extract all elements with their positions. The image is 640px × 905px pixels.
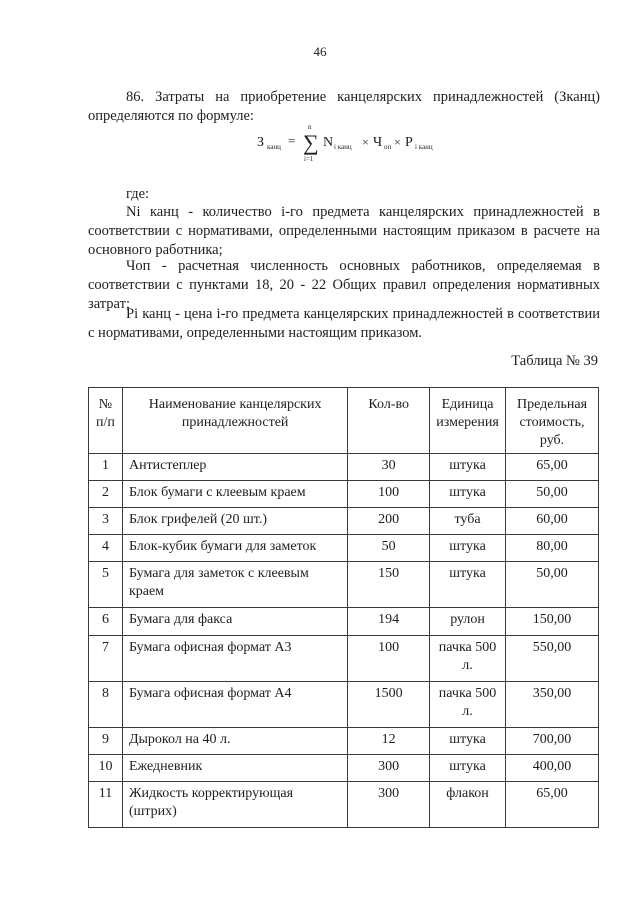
cell-name: Бумага для заметок с клеевым краем <box>122 562 347 608</box>
cell-num: 7 <box>89 636 123 682</box>
cell-price: 65,00 <box>506 782 599 828</box>
cell-name: Жидкость корректирующая (штрих) <box>122 782 347 828</box>
table-row <box>89 636 599 682</box>
cell-qty: 100 <box>348 636 430 682</box>
table-row <box>89 755 599 782</box>
cell-name: Бумага офисная формат А3 <box>122 636 347 682</box>
cell-price: 700,00 <box>506 728 599 755</box>
stationery-table <box>88 387 599 828</box>
cell-num: 2 <box>89 481 123 508</box>
table-row <box>89 682 599 728</box>
cell-unit: штука <box>430 535 506 562</box>
cell-unit: туба <box>430 508 506 535</box>
cell-num: 10 <box>89 755 123 782</box>
cell-name: Блок бумаги с клеевым краем <box>122 481 347 508</box>
cost-formula <box>255 118 455 164</box>
header-num: № п/п <box>89 388 123 454</box>
cell-unit: штука <box>430 481 506 508</box>
cell-price: 80,00 <box>506 535 599 562</box>
cell-qty: 200 <box>348 508 430 535</box>
cell-unit: пачка 500 л. <box>430 682 506 728</box>
where-label: где: <box>126 186 150 202</box>
intro-paragraph: 86. Затраты на приобретение канцелярских принадлежностей (Зканц) определяются по формуле: <box>88 89 600 124</box>
cell-num: 1 <box>89 454 123 481</box>
table-row <box>89 608 599 636</box>
table-row <box>89 535 599 562</box>
table-row <box>89 728 599 755</box>
definition-ch: Чоп - расчетная численность основных работников, определяемая в соответствии с пунктами 18, 20 - 22 Общих правил определения нормативных затрат; <box>88 258 600 312</box>
cell-qty: 50 <box>348 535 430 562</box>
cell-unit: штука <box>430 728 506 755</box>
cell-price: 50,00 <box>506 562 599 608</box>
cell-price: 150,00 <box>506 608 599 636</box>
cell-unit: пачка 500 л. <box>430 636 506 682</box>
cell-num: 8 <box>89 682 123 728</box>
cell-unit: штука <box>430 562 506 608</box>
cell-name: Антистеплер <box>122 454 347 481</box>
formula-lhs: З <box>257 135 265 150</box>
formula-term2-sub: оп <box>384 143 392 151</box>
cell-num: 5 <box>89 562 123 608</box>
formula-term1: N <box>323 135 334 150</box>
definition-n: Ni канц - количество i-го предмета канцелярских принадлежностей в соответствии с нормативами, определенными настоящим приказом в расчете на основного работника; <box>88 204 600 258</box>
cell-price: 50,00 <box>506 481 599 508</box>
cell-name: Бумага офисная формат А4 <box>122 682 347 728</box>
svg-text:=: = <box>288 133 296 148</box>
cell-qty: 300 <box>348 755 430 782</box>
formula-sum-top: n <box>308 123 312 131</box>
sum-sign: ∑ <box>303 130 319 155</box>
formula-term3: P <box>405 135 413 150</box>
cell-price: 550,00 <box>506 636 599 682</box>
cell-qty: 150 <box>348 562 430 608</box>
cell-qty: 100 <box>348 481 430 508</box>
table-row <box>89 782 599 828</box>
table-title: Таблица № 39 <box>511 353 598 369</box>
page-number: 46 <box>313 44 327 59</box>
cell-qty: 194 <box>348 608 430 636</box>
cell-name: Бумага для факса <box>122 608 347 636</box>
header-qty: Кол-во <box>348 388 430 454</box>
formula-term1-sub: i канц <box>334 143 352 151</box>
cell-name: Блок-кубик бумаги для заметок <box>122 535 347 562</box>
cell-num: 11 <box>89 782 123 828</box>
cell-unit: флакон <box>430 782 506 828</box>
svg-text:×: × <box>362 135 369 149</box>
cell-num: 3 <box>89 508 123 535</box>
cell-unit: штука <box>430 755 506 782</box>
formula-sum-bottom: i=1 <box>304 155 314 163</box>
svg-text:×: × <box>394 135 401 149</box>
cell-price: 400,00 <box>506 755 599 782</box>
table-row <box>89 562 599 608</box>
header-price: Предельная стоимость, руб. <box>506 388 599 454</box>
formula-lhs-sub: канц <box>267 143 281 151</box>
cell-num: 9 <box>89 728 123 755</box>
formula-term3-sub: i канц <box>415 143 433 151</box>
cell-unit: рулон <box>430 608 506 636</box>
header-unit: Единица измерения <box>430 388 506 454</box>
table-header-row <box>89 388 599 454</box>
table-row <box>89 481 599 508</box>
definition-p: Pi канц - цена i-го предмета канцелярских принадлежностей в соответствии с нормативами, определенными настоящим приказом. <box>88 306 600 341</box>
cell-price: 65,00 <box>506 454 599 481</box>
cell-qty: 300 <box>348 782 430 828</box>
cell-qty: 30 <box>348 454 430 481</box>
cell-name: Ежедневник <box>122 755 347 782</box>
cell-qty: 12 <box>348 728 430 755</box>
formula-term2: Ч <box>373 135 383 150</box>
table-row <box>89 508 599 535</box>
table-row <box>89 454 599 481</box>
header-name: Наименование канцелярских принадлежностей <box>122 388 347 454</box>
cell-price: 350,00 <box>506 682 599 728</box>
cell-name: Дырокол на 40 л. <box>122 728 347 755</box>
cell-price: 60,00 <box>506 508 599 535</box>
cell-qty: 1500 <box>348 682 430 728</box>
cell-num: 4 <box>89 535 123 562</box>
cell-num: 6 <box>89 608 123 636</box>
cell-unit: штука <box>430 454 506 481</box>
cell-name: Блок грифелей (20 шт.) <box>122 508 347 535</box>
